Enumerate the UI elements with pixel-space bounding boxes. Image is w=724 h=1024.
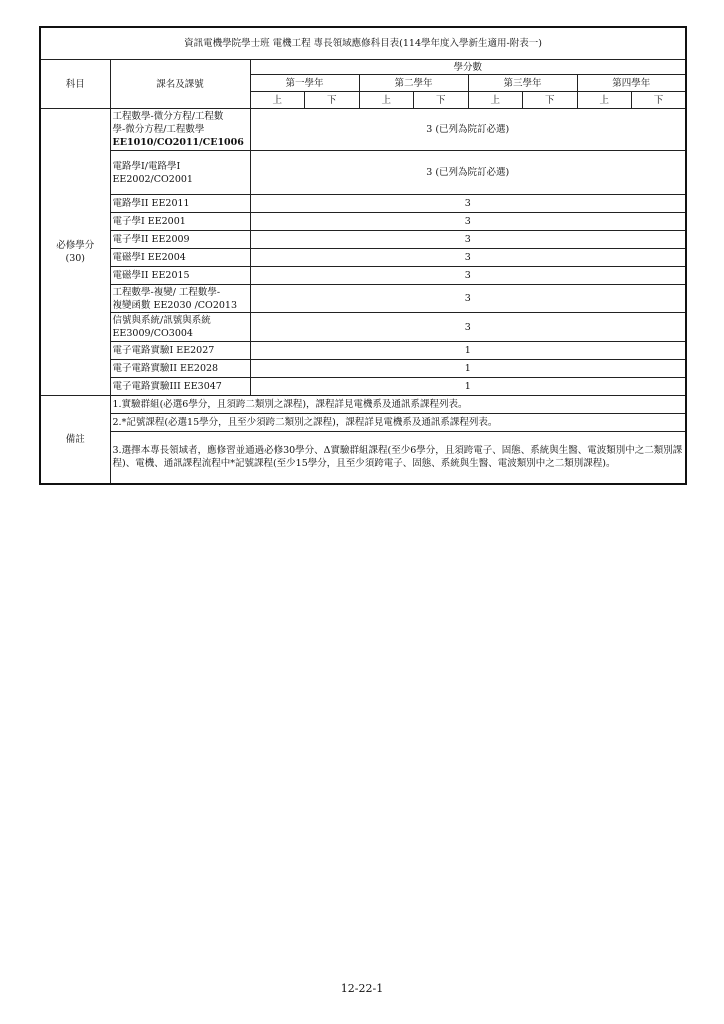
- header-y2-upper: 上: [359, 92, 414, 109]
- course-name-cell: 電磁學I EE2004: [110, 249, 250, 267]
- header-year-1: 第一學年: [250, 75, 359, 92]
- header-course-name: 課名及課號: [110, 60, 250, 109]
- remark-item-1: 1.實驗群組(必選6學分，且須跨二類別之課程)，課程詳見電機系及通訊系課程列表。: [110, 396, 686, 414]
- header-subject: 科目: [40, 60, 110, 109]
- course-line: EE3009/CO3004: [112, 328, 193, 339]
- course-line: 電路學I/電路學I: [112, 160, 181, 172]
- course-line: 學-微分方程/工程數學: [112, 124, 205, 135]
- course-name-cell: 電子學I EE2001: [110, 213, 250, 231]
- course-name-cell: 電子電路實驗I EE2027: [110, 342, 250, 360]
- course-credit: 3: [250, 231, 686, 249]
- header-year-4: 第四學年: [577, 75, 686, 92]
- header-year-2: 第二學年: [359, 75, 468, 92]
- course-credit: 3: [250, 285, 686, 313]
- required-category-cell: [40, 109, 110, 396]
- course-name-cell: 電路學II EE2011: [110, 195, 250, 213]
- course-name-cell: [110, 109, 250, 151]
- header-y2-lower: 下: [414, 92, 469, 109]
- course-name-cell: 電磁學II EE2015: [110, 267, 250, 285]
- course-credit: 3: [250, 249, 686, 267]
- header-y3-lower: 下: [523, 92, 578, 109]
- course-name-cell: 電子電路實驗III EE3047: [110, 378, 250, 396]
- course-name-cell: [110, 313, 250, 342]
- header-y4-upper: 上: [577, 92, 632, 109]
- course-line: 工程數學-微分方程/工程數: [112, 111, 224, 122]
- course-name-cell: 電子電路實驗II EE2028: [110, 360, 250, 378]
- remark-item-2: 2.*記號課程(必選15學分，且至少須跨二類別之課程)，課程詳見電機系及通訊系課程列表。: [110, 414, 686, 432]
- course-credit: 3: [250, 195, 686, 213]
- course-name-cell: [110, 285, 250, 313]
- required-label: 必修學分: [56, 240, 95, 251]
- course-credit: 3 (已列為院訂必選): [250, 109, 686, 151]
- course-credit: 1: [250, 378, 686, 396]
- header-y3-upper: 上: [468, 92, 523, 109]
- course-line: 工程數學-複變/ 工程數學-: [112, 286, 221, 298]
- page-number: 12-22-1: [340, 982, 384, 995]
- course-credit: 1: [250, 342, 686, 360]
- course-credit: 1: [250, 360, 686, 378]
- course-credit: 3: [250, 213, 686, 231]
- header-y1-upper: 上: [250, 92, 305, 109]
- course-line: 信號與系統/訊號與系統: [112, 315, 211, 326]
- required-total: (30): [65, 253, 85, 264]
- header-y4-lower: 下: [632, 92, 687, 109]
- remarks-label: 備註: [40, 396, 110, 484]
- header-year-3: 第三學年: [468, 75, 577, 92]
- course-requirements-table: [39, 26, 687, 485]
- course-line: EE2002/CO2001: [112, 173, 193, 185]
- course-credit: 3 (已列為院訂必選): [250, 151, 686, 195]
- course-line: 複變函數 EE2030 /CO2013: [112, 299, 238, 311]
- course-credit: 3: [250, 313, 686, 342]
- remark-item-3: 3.選擇本專長領域者，應修習並通過必修30學分、Δ實驗群組課程(至少6學分，且須跨電子、固態、系統與生醫、電波類別中之二類別課程)、電機、通訊課程流程中*記號課程(至少15學分，且至少須跨電子、固態、系統與生醫、電波類別中之二類別課程)。: [110, 432, 686, 484]
- header-credits: 學分數: [250, 60, 686, 75]
- course-name-cell: 電子學II EE2009: [110, 231, 250, 249]
- course-code: EE1010/CO2011/CE1006: [112, 137, 244, 148]
- table-title: 資訊電機學院學士班 電機工程 專長領域應修科目表(114學年度入學新生適用-附表一): [40, 27, 686, 60]
- course-name-cell: [110, 151, 250, 195]
- header-y1-lower: 下: [305, 92, 360, 109]
- course-credit: 3: [250, 267, 686, 285]
